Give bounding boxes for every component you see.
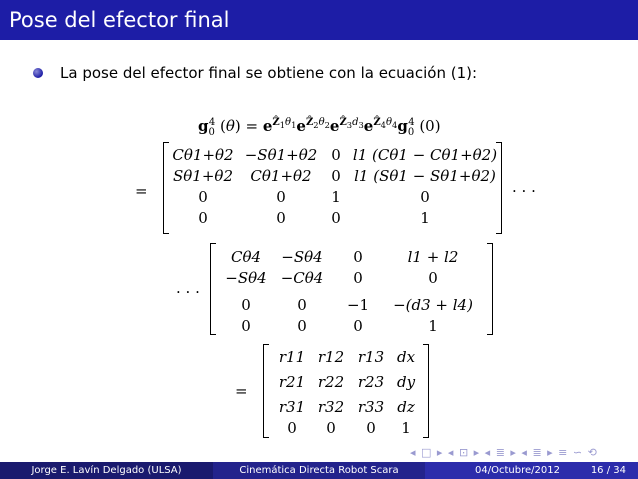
footer-talk-title: Cinemática Directa Robot Scara [213, 462, 425, 479]
matrix3-cell: r32 [317, 398, 345, 416]
footer-page: 16 / 34 [590, 465, 626, 476]
matrix3-cell: r31 [278, 398, 306, 416]
matrix3-cell: dz [397, 398, 415, 416]
continuation-dots-2: · · · [176, 283, 200, 301]
matrix2-cell: −(d3 + l4) [393, 296, 473, 314]
matrix1-cell: l1 (Cθ1 − Cθ1+θ2) [352, 146, 498, 164]
matrix3-left-bracket [263, 344, 269, 438]
matrix3-right-bracket [423, 344, 429, 438]
matrix2-cell: Cθ4 [230, 248, 262, 266]
matrix2-cell: −Sθ4 [281, 248, 323, 266]
matrix3-cell: r12 [317, 348, 345, 366]
footer [0, 462, 638, 479]
matrix3-cell: 0 [287, 419, 297, 437]
bullet-text: La pose del efector final se obtiene con la ecuación (1): [60, 64, 478, 82]
matrix1-cell: Sθ1+θ2 [173, 167, 233, 185]
matrix1-cell: 0 [331, 209, 341, 227]
matrix1-cell: 0 [276, 209, 286, 227]
matrix2-cell: −1 [346, 296, 370, 314]
bullet-icon [33, 68, 43, 78]
beamer-navigation-icons[interactable]: ◂ □ ▸ ◂ ⊡ ▸ ◂ ≣ ▸ ◂ ≣ ▸ ≡ ∽ ⟲ [410, 446, 598, 459]
matrix1-cell: 0 [276, 188, 286, 206]
matrix2-cell: −Sθ4 [225, 269, 267, 287]
matrix2-cell: 0 [241, 296, 251, 314]
matrix2-cell: 0 [297, 317, 307, 335]
matrix3-cell: 0 [326, 419, 336, 437]
matrix2-cell: −Cθ4 [280, 269, 324, 287]
continuation-dots-1: · · · [512, 182, 536, 200]
matrix1-cell: 0 [331, 167, 341, 185]
matrix2-cell: 0 [353, 248, 363, 266]
matrix2-left-bracket [210, 243, 216, 335]
matrix1-cell: l1 (Sθ1 − Sθ1+θ2) [354, 167, 496, 185]
matrix3-cell: r33 [357, 398, 385, 416]
matrix1-cell: 1 [331, 188, 341, 206]
matrix1-cell: Cθ1+θ2 [250, 167, 312, 185]
matrix2-cell: 0 [353, 269, 363, 287]
matrix2-cell: l1 + l2 [407, 248, 459, 266]
matrix3-cell: 0 [366, 419, 376, 437]
equals-sign-1: = [135, 182, 148, 200]
matrix2-right-bracket [487, 243, 493, 335]
matrix1-cell: 0 [198, 188, 208, 206]
matrix3-cell: 1 [401, 419, 411, 437]
equals-sign-2: = [235, 382, 248, 400]
matrix2-cell: 0 [353, 317, 363, 335]
matrix1-cell: 0 [331, 146, 341, 164]
matrix1-cell: 1 [420, 209, 430, 227]
matrix3-cell: r22 [317, 373, 345, 391]
matrix3-cell: r23 [357, 373, 385, 391]
footer-author: Jorge E. Lavín Delgado (ULSA) [0, 462, 213, 479]
footer-date: 04/Octubre/2012 [475, 465, 560, 476]
bullet-item [33, 64, 477, 82]
matrix2-cell: 0 [241, 317, 251, 335]
matrix3-cell: r11 [278, 348, 306, 366]
matrix3-cell: dy [396, 373, 416, 391]
matrix3-cell: dx [396, 348, 416, 366]
slide-title: Pose del efector final [0, 0, 638, 40]
matrix3-cell: r21 [278, 373, 306, 391]
equation-lhs: $g_0^4$ $(\theta) = e^{Ẑ_1\theta_1}e^{Ẑ_2\theta_2}e^{Ẑ_3d_3}e^{Ẑ_4\theta_4}g_0^4$ (0) [198, 117, 441, 138]
matrix2-cell: 0 [297, 296, 307, 314]
matrix1-cell: 0 [198, 209, 208, 227]
matrix2-cell: 0 [428, 269, 438, 287]
matrix1-cell: 0 [420, 188, 430, 206]
matrix3-cell: r13 [357, 348, 385, 366]
matrix1-cell: Cθ1+θ2 [172, 146, 234, 164]
matrix1-left-bracket [163, 142, 169, 234]
matrix2-cell: 1 [428, 317, 438, 335]
footer-date-page [425, 462, 638, 479]
matrix1-cell: −Sθ1+θ2 [244, 146, 318, 164]
